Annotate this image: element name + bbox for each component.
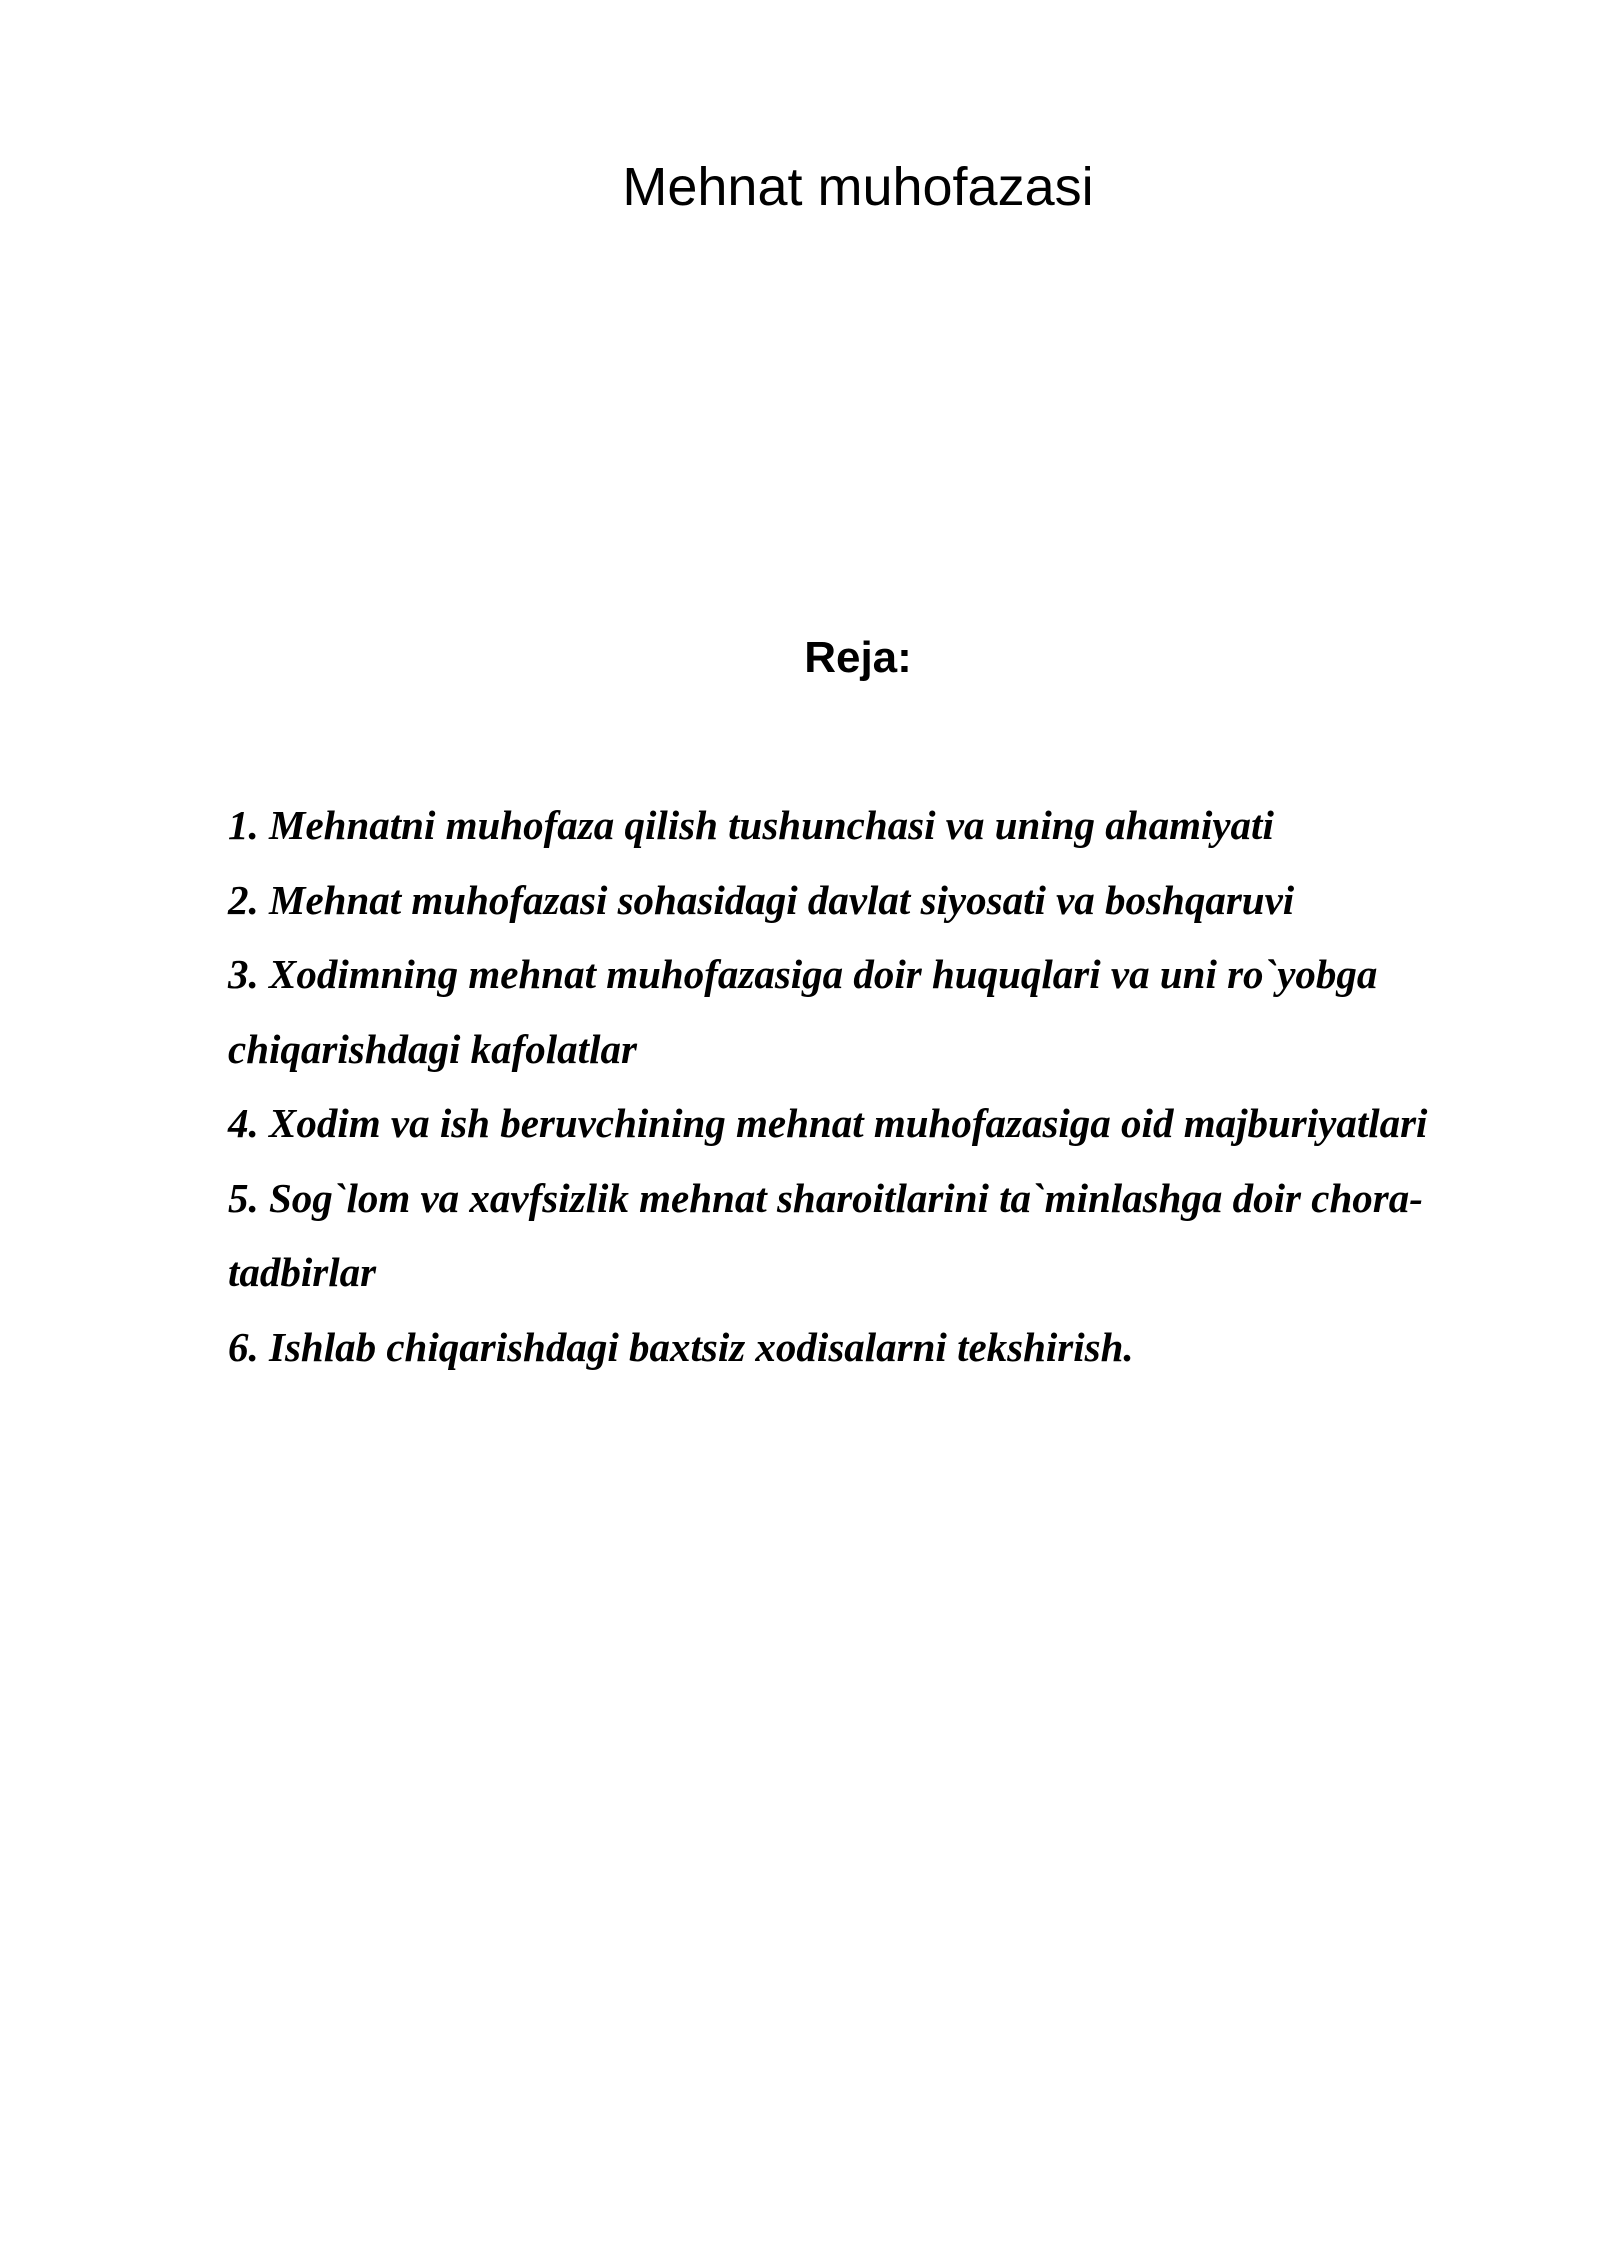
plan-item: 2. Mehnat muhofazasi sohasidagi davlat siyosati va boshqaruvi xyxy=(228,876,1295,923)
plan-item: 3. Xodimning mehnat muhofazasiga doir huquqlari va uni ro`yobga chiqarishdagi kafolatlar xyxy=(228,951,1378,1072)
plan-item: 5. Sog`lom va xavfsizlik mehnat sharoitlarini ta`minlashga doir chora-tadbirlar xyxy=(228,1174,1423,1295)
document-title: Mehnat muhofazasi xyxy=(622,157,1094,217)
plan-item: 6. Ishlab chiqarishdagi baxtsiz xodisalarni tekshirish. xyxy=(228,1323,1134,1370)
plan-heading: Reja: xyxy=(804,633,912,682)
plan-item: 1. Mehnatni muhofaza qilish tushunchasi va uning ahamiyati xyxy=(228,802,1274,848)
plan-item: 4. Xodim va ish beruvchining mehnat muhofazasiga oid majburiyatlari xyxy=(228,1100,1428,1146)
plan-list xyxy=(228,788,1508,1384)
